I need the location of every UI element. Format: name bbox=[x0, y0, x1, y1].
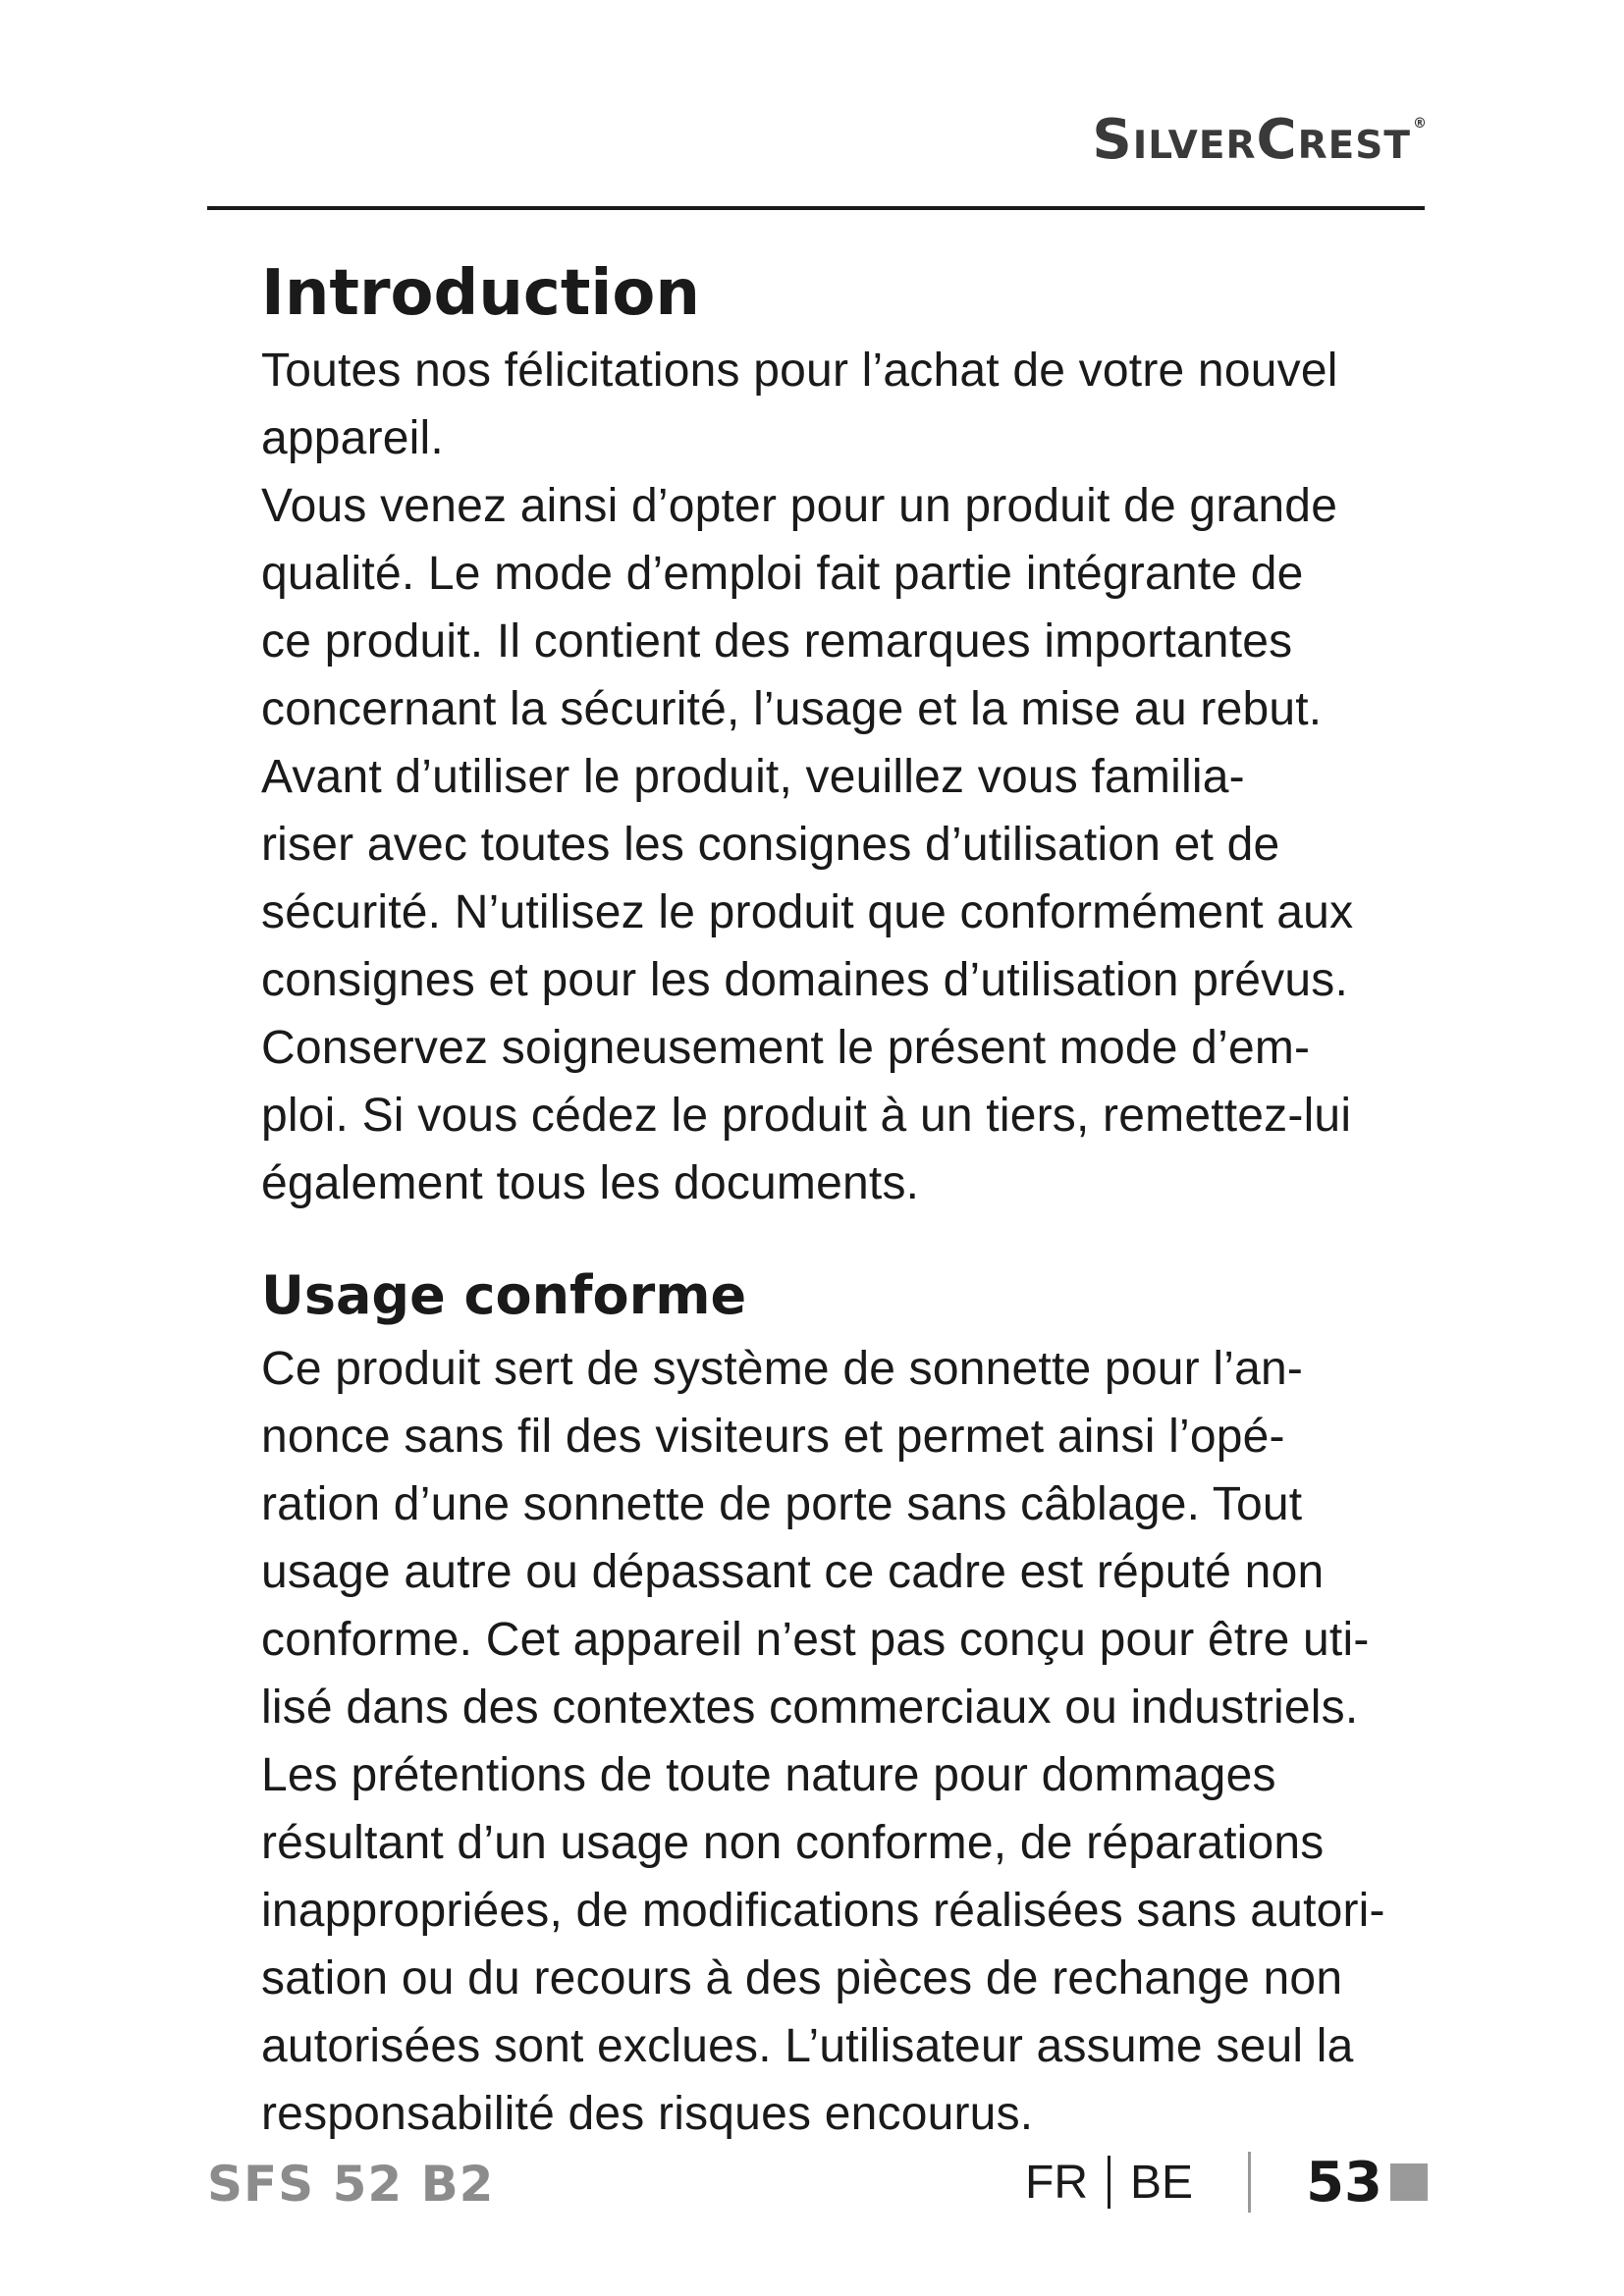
usage-paragraph bbox=[261, 1335, 1390, 2148]
usage-line: résultant d’un usage non conforme, de réparations bbox=[261, 1817, 1325, 1869]
usage-line: ration d’une sonnette de porte sans câblage. Tout bbox=[261, 1478, 1303, 1530]
intro-line: ploi. Si vous cédez le produit à un tiers, remettez-lui bbox=[261, 1090, 1352, 1142]
intro-line: riser avec toutes les consignes d’utilisation et de bbox=[261, 819, 1280, 871]
intro-line: Vous venez ainsi d’opter pour un produit de grande bbox=[261, 480, 1338, 532]
usage-heading: Usage conforme bbox=[261, 1264, 747, 1326]
intro-line: ce produit. Il contient des remarques importantes bbox=[261, 615, 1293, 667]
usage-line: sation ou du recours à des pièces de rechange non bbox=[261, 1952, 1343, 2004]
page-footer bbox=[1025, 2148, 1428, 2216]
language-code-fr: FR bbox=[1025, 2156, 1089, 2209]
usage-line: Les prétentions de toute nature pour dommages bbox=[261, 1749, 1276, 1801]
intro-line: appareil. bbox=[261, 412, 444, 464]
header-rule bbox=[207, 206, 1425, 210]
usage-line: autorisées sont exclues. L’utilisateur assume seul la bbox=[261, 2020, 1354, 2072]
page-content bbox=[261, 250, 1390, 2148]
intro-line: concernant la sécurité, l’usage et la mise au rebut. bbox=[261, 683, 1323, 735]
language-divider bbox=[1108, 2156, 1110, 2209]
page-divider bbox=[1248, 2152, 1251, 2213]
model-number: SFS 52 B2 bbox=[207, 2156, 495, 2213]
square-marker-icon bbox=[1390, 2163, 1428, 2201]
intro-line: Conservez soigneusement le présent mode d’em- bbox=[261, 1022, 1311, 1074]
intro-line: sécurité. N’utilisez le produit que conformément aux bbox=[261, 886, 1354, 938]
intro-heading: Introduction bbox=[261, 257, 700, 330]
intro-line: consignes et pour les domaines d’utilisation prévus. bbox=[261, 954, 1349, 1006]
brand-logo bbox=[1092, 108, 1428, 172]
usage-line: lisé dans des contextes commerciaux ou industriels. bbox=[261, 1682, 1359, 1734]
page-number: 53 bbox=[1306, 2150, 1382, 2215]
usage-line: usage autre ou dépassant ce cadre est réputé non bbox=[261, 1546, 1325, 1598]
intro-line: qualité. Le mode d’emploi fait partie intégrante de bbox=[261, 548, 1304, 600]
intro-line: Toutes nos félicitations pour l’achat de votre nouvel bbox=[261, 345, 1338, 397]
usage-line: nonce sans fil des visiteurs et permet ainsi l’opé- bbox=[261, 1411, 1285, 1463]
intro-paragraph bbox=[261, 337, 1390, 1217]
language-code-be: BE bbox=[1130, 2156, 1194, 2209]
brand-logo-text: SilverCrest bbox=[1092, 108, 1411, 172]
usage-line: Ce produit sert de système de sonnette pour l’an- bbox=[261, 1343, 1304, 1395]
intro-line: Avant d’utiliser le produit, veuillez vous familia- bbox=[261, 751, 1245, 803]
usage-line: responsabilité des risques encourus. bbox=[261, 2088, 1034, 2140]
usage-line: inappropriées, de modifications réalisées sans autori- bbox=[261, 1885, 1385, 1937]
intro-line: également tous les documents. bbox=[261, 1157, 920, 1209]
usage-line: conforme. Cet appareil n’est pas conçu pour être uti- bbox=[261, 1614, 1370, 1666]
registered-mark: ® bbox=[1413, 116, 1428, 132]
